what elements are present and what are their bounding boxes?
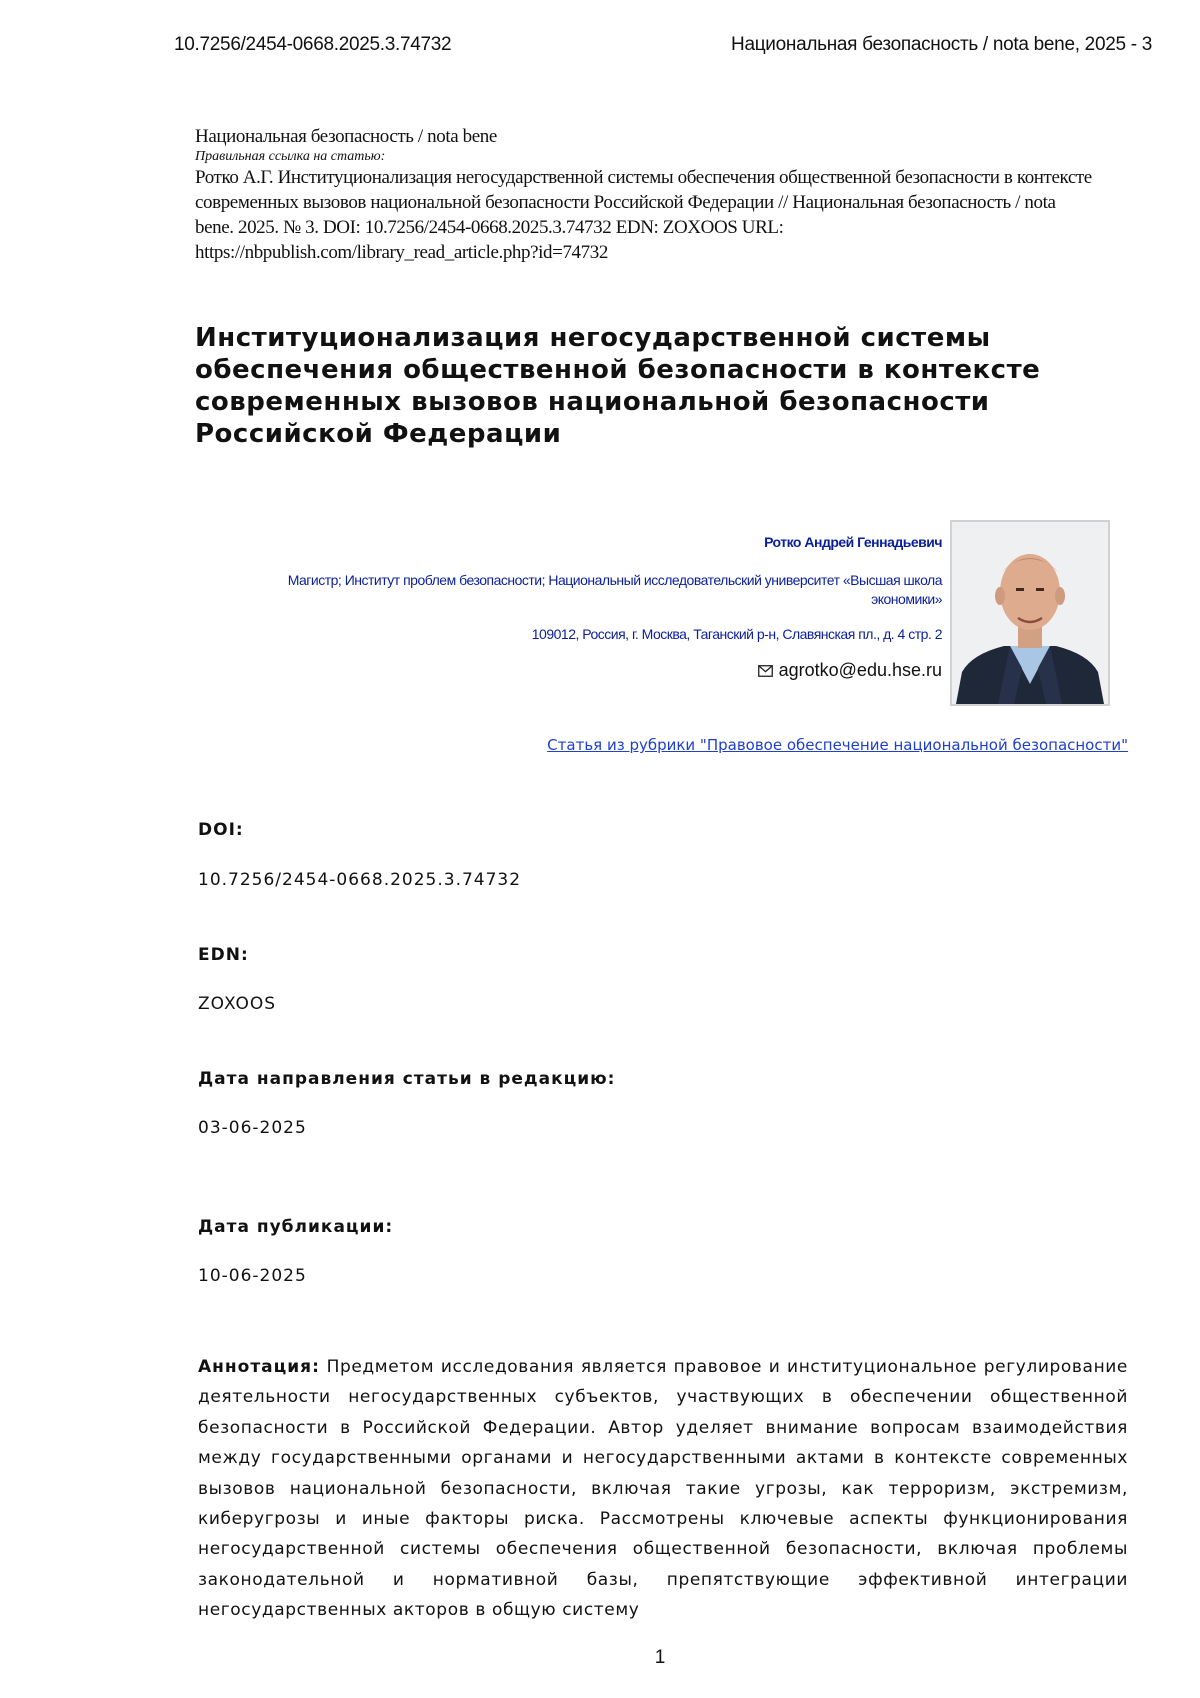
author-photo <box>950 520 1110 706</box>
published-value: 10-06-2025 <box>198 1266 307 1286</box>
submitted-value: 03-06-2025 <box>198 1118 307 1138</box>
abstract-text: Предметом исследования является правовое и институциональное регулирование деятельности негосударственных субъектов, участвующих в обеспечении общественной безопасности в Российской Федерации. Автор уделяет внимание вопросам взаимодействия между государственными органами и негосударственными актами в контексте современных вызовов национальной безопасности, включая такие угрозы, как терроризм, экстремизм, киберугрозы и иные факторы риска. Рассмотрены ключевые аспекты функционирования негосударственной системы обеспечения общественной безопасности, включая проблемы законодательной и нормативной базы, препятствующие эффективной интеграции негосударственных акторов в общую систему <box>198 1357 1128 1621</box>
running-header <box>174 34 1152 56</box>
article-title: Институционализация негосударственной системы обеспечения общественной безопасности в контексте современных вызовов национальной безопасности Российской Федерации <box>195 323 1041 449</box>
abstract-label: Аннотация: <box>198 1357 320 1377</box>
header-doi: 10.7256/2454-0668.2025.3.74732 <box>174 34 452 55</box>
citation-journal: Национальная безопасность / nota bene <box>195 126 497 147</box>
citation-block <box>195 124 1095 265</box>
doi-label: DOI: <box>198 820 244 840</box>
submitted-label: Дата направления статьи в редакцию: <box>198 1069 616 1089</box>
author-address: 109012, Россия, г. Москва, Таганский р-н, Славянская пл., д. 4 стр. 2 <box>531 626 942 642</box>
citation-text: Ротко А.Г. Институционализация негосударственной системы обеспечения общественной безопасности в контексте современных вызовов национальной безопасности Российской Федерации // Национальная безопасность / nota bene. 2025. № 3. DOI: 10.7256/2454-0668.2025.3.74732 EDN: ZOXOOS URL: https://nbpublish.com/library_read_article.php?id=74732 <box>195 167 1092 263</box>
doi-value: 10.7256/2454-0668.2025.3.74732 <box>198 870 522 890</box>
edn-value: ZOXOOS <box>198 994 277 1014</box>
edn-label: EDN: <box>198 945 249 965</box>
abstract <box>198 1352 1128 1626</box>
author-email-line[interactable] <box>230 660 942 682</box>
page-number: 1 <box>654 1647 666 1668</box>
author-email[interactable]: agrotko@edu.hse.ru <box>778 660 942 680</box>
header-journal: Национальная безопасность / nota bene, 2025 - 3 <box>731 34 1152 55</box>
author-name: Ротко Андрей Геннадьевич <box>764 534 942 550</box>
author-info <box>230 532 942 682</box>
published-label: Дата публикации: <box>198 1217 394 1237</box>
mail-icon <box>758 661 773 682</box>
citation-label: Правильная ссылка на статью: <box>195 149 386 164</box>
author-affiliation: Магистр; Институт проблем безопасности; Национальный исследовательский университет «Высшая школа экономики» <box>287 572 942 607</box>
rubric-link[interactable]: Статья из рубрики "Правовое обеспечение национальной безопасности" <box>547 736 1128 754</box>
